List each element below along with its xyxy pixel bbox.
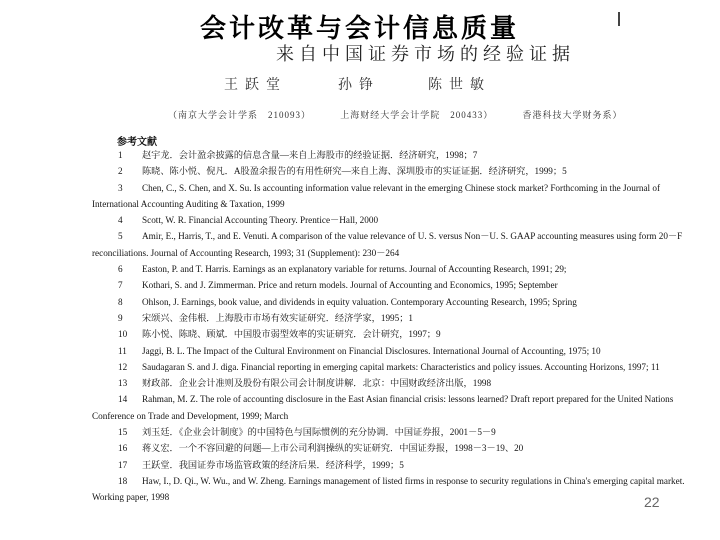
reference-text: Saudagaran S. and J. diga. Financial reporting in emerging capital markets: Characteristics and policy issues. Accounting Horizons, 1997; 11 [142, 361, 660, 372]
reference-number: 7 [118, 280, 123, 291]
reference-item [92, 277, 694, 293]
author-name: 孙铮 [338, 78, 380, 93]
reference-text: 财政部．企业会计准则及股份有限公司会计制度讲解．北京：中国财政经济出版，1998 [142, 378, 492, 389]
reference-text: Amir, E., Harris, T., and E. Venuti. A comparison of the value relevance of U. S. versus Non－U. S. GAAP accounting measures using form 20－F reconciliations. Journal of Accounting Research, 1993; 31 (Supplement): 230－264 [92, 231, 683, 258]
reference-number: 15 [118, 427, 128, 438]
reference-item [92, 261, 694, 277]
reference-number: 1 [118, 150, 123, 160]
reference-text: 刘玉廷．《企业会计制度》的中国特色与国际惯例的充分协调．中国证券报，2001－5－9 [142, 427, 496, 438]
reference-item [92, 163, 694, 179]
reference-list [92, 147, 694, 506]
reference-number: 8 [118, 296, 123, 307]
page-number: 22 [644, 494, 660, 510]
reference-number: 13 [118, 378, 128, 389]
reference-item [92, 391, 694, 424]
references-heading: 参考文献 [117, 137, 157, 148]
reference-text: 赵宇龙．会计盈余披露的信息含量—来自上海股市的经验证据．经济研究，1998；7 [142, 150, 478, 160]
reference-text: 陈晓、陈小悦、倪凡．A股盈余报告的有用性研究—来自上海、深圳股市的实证证据．经济研究，1999；5 [142, 166, 567, 177]
reference-number: 18 [118, 475, 128, 486]
reference-item [92, 359, 694, 375]
reference-item [92, 440, 694, 456]
reference-item [92, 212, 694, 228]
reference-item [92, 147, 694, 163]
affiliation: 上海财经大学会计学院 200433） [340, 110, 494, 120]
reference-number: 9 [118, 312, 123, 323]
reference-text: 蒋义宏．一个不容回避的问题—上市公司利润操纵的实证研究．中国证券报，1998－3－19、20 [142, 443, 524, 454]
reference-number: 2 [118, 166, 123, 177]
reference-number: 17 [118, 459, 128, 470]
reference-item [92, 294, 694, 310]
paper-title: 会计改革与会计信息质量 [200, 14, 520, 44]
reference-text: 王跃堂．我国证券市场监管政策的经济后果．经济科学，1999；5 [142, 459, 404, 470]
reference-item [92, 310, 694, 326]
reference-item [92, 326, 694, 342]
reference-number: 6 [118, 264, 123, 275]
affiliation: 香港科技大学财务系） [522, 110, 623, 120]
reference-item [92, 457, 694, 473]
reference-text: Chen, C., S. Chen, and X. Su. Is accounting information value relevant in the emerging Chinese stock market? Forthcoming in the Journal of International Accounting Auditing & Taxation, 1999 [92, 182, 661, 209]
reference-text: Scott, W. R. Financial Accounting Theory. Prentice－Hall, 2000 [142, 215, 379, 226]
reference-number: 4 [118, 215, 123, 226]
author-name: 王跃堂 [224, 78, 287, 93]
reference-item [92, 228, 694, 261]
reference-number: 14 [118, 394, 128, 405]
reference-number: 10 [118, 329, 128, 340]
author-affiliations [168, 108, 649, 121]
reference-item [92, 473, 694, 506]
reference-text: Rahman, M. Z. The role of accounting disclosure in the East Asian financial crisis: lessons learned? Draft report prepared for the United Nations Conference on Trade and Development, 1999; March [92, 394, 674, 421]
author-name: 陈世敏 [428, 78, 491, 93]
reference-number: 12 [118, 361, 128, 372]
reference-item [92, 375, 694, 391]
reference-number: 5 [118, 231, 123, 242]
reference-text: Kothari, S. and J. Zimmerman. Price and return models. Journal of Accounting and Economics, 1995; September [142, 280, 558, 291]
affiliation: （南京大学会计学系 210093） [168, 110, 312, 120]
reference-text: Ohlson, J. Earnings, book value, and dividends in equity valuation. Contemporary Accounting Research, 1995; Spring [142, 296, 577, 307]
reference-text: 陈小悦、陈晓、顾斌．中国股市弱型效率的实证研究．会计研究，1997；9 [142, 329, 441, 340]
paper-subtitle: 来自中国证券市场的经验证据 [276, 44, 575, 64]
reference-item [92, 424, 694, 440]
reference-item [92, 343, 694, 359]
reference-text: Easton, P. and T. Harris. Earnings as an explanatory variable for returns. Journal of Accounting Research, 1991; 29; [142, 264, 567, 275]
reference-text: Haw, I., D. Qi., W. Wu., and W. Zheng. Earnings management of listed firms in response to security regulations in China's emerging capital market. Working paper, 1998 [92, 475, 685, 503]
reference-text: Jaggi, B. L. The Impact of the Cultural Environment on Financial Disclosures. International Journal of Accounting, 1975; 10 [142, 345, 601, 356]
reference-number: 16 [118, 443, 128, 454]
reference-number: 3 [118, 182, 123, 193]
reference-number: 11 [118, 345, 127, 356]
edge-mark [618, 12, 620, 26]
reference-item [92, 180, 694, 213]
reference-text: 宋颂兴、金伟根．上海股市市场有效实证研究．经济学家，1995；1 [142, 312, 414, 323]
